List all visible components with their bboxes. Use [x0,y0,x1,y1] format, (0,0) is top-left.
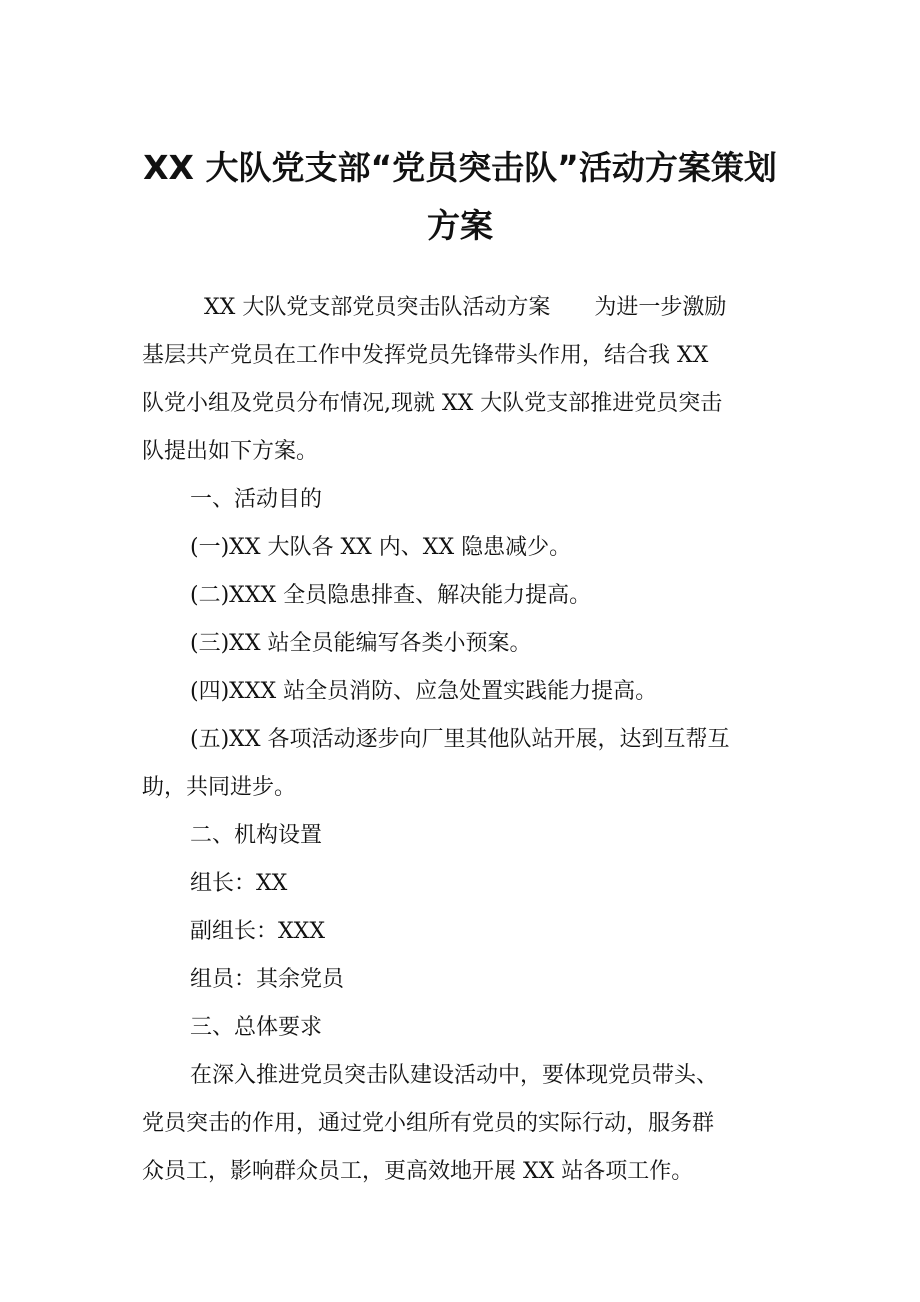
intro-line: 队提出如下方案。 [142,439,319,464]
document-body [142,284,802,1196]
requirements-line: 众员工，影响群众员工，更高效地开展 XX 站各项工作。 [142,1159,694,1184]
section-heading-purpose: 一、活动目的 [190,487,323,512]
intro-line: XX 大队党支部党员突击队活动方案 为进一步激励 [204,295,727,320]
goal-item-continuation: 助，共同进步。 [142,775,297,800]
intro-line: 队党小组及党员分布情况,现就 XX 大队党支部推进党员突击 [142,391,723,416]
document-title-line-1: XX 大队党支部“党员突击队”活动方案策划 [143,148,777,187]
document-title-line-2: 方案 [427,206,493,245]
org-deputy-leader: 副组长：XXX [190,919,325,944]
requirements-line: 在深入推进党员突击队建设活动中，要体现党员带头、 [190,1063,719,1088]
org-members: 组员：其余党员 [190,967,345,992]
requirements-line: 党员突击的作用，通过党小组所有党员的实际行动，服务群 [142,1111,715,1136]
org-leader: 组长：XX [190,871,288,896]
goal-item: (四)XXX 站全员消防、应急处置实践能力提高。 [190,679,658,704]
section-heading-requirements: 三、总体要求 [190,1015,323,1040]
goal-item: (三)XX 站全员能编写各类小预案。 [190,631,532,656]
section-heading-organization: 二、机构设置 [190,823,323,848]
goal-item: (五)XX 各项活动逐步向厂里其他队站开展，达到互帮互 [190,727,730,752]
goal-item: (二)XXX 全员隐患排查、解决能力提高。 [190,583,592,608]
goal-item: (一)XX 大队各 XX 内、XX 隐患减少。 [190,535,572,560]
intro-line: 基层共产党员在工作中发挥党员先锋带头作用，结合我 XX [142,343,709,368]
